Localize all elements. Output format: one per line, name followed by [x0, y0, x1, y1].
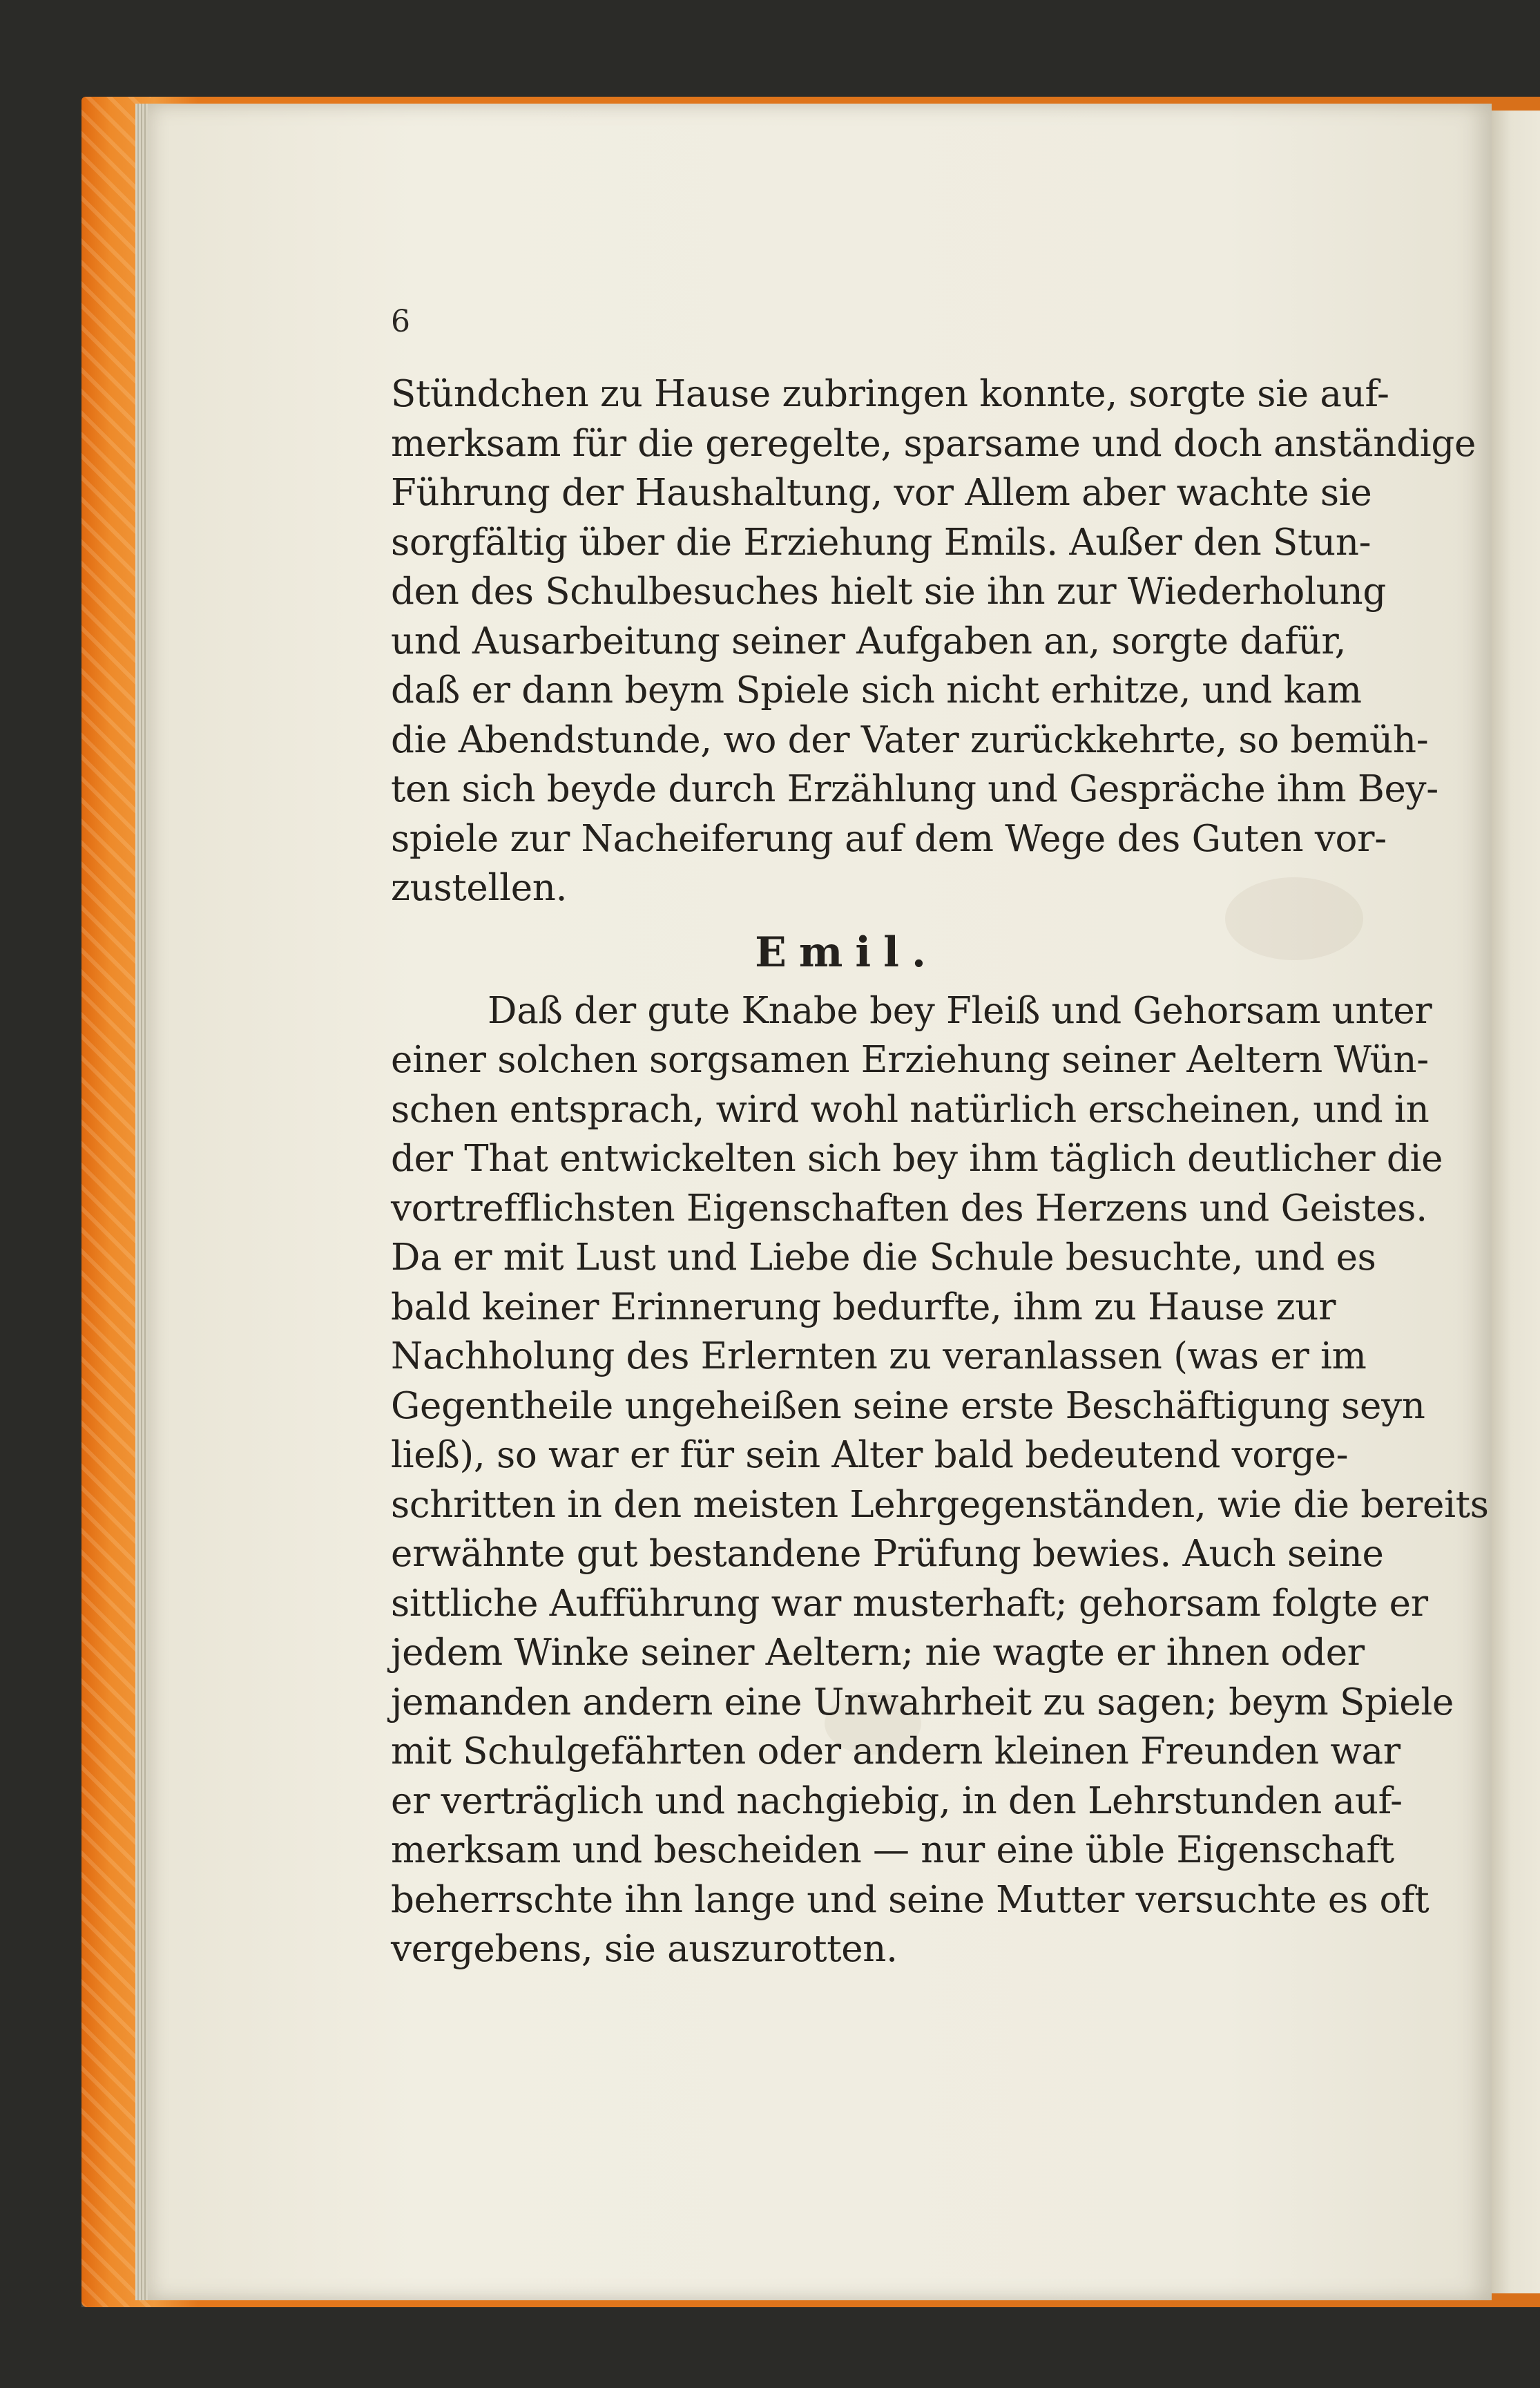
text-line: Nachholung des Erlernten zu veranlassen (was er im	[391, 1335, 1367, 1377]
text-line: ließ), so war er für sein Alter bald bedeutend vorge-	[391, 1434, 1349, 1476]
text-line: sittliche Aufführung war musterhaft; gehorsam folgte er	[391, 1582, 1428, 1625]
text-line: jedem Winke seiner Aeltern; nie wagte er ihnen oder	[391, 1632, 1365, 1674]
text-line: ten sich beyde durch Erzählung und Gespräche ihm Bey-	[391, 768, 1438, 810]
facing-page-edge	[1492, 111, 1540, 2293]
text-line: erwähnte gut bestandene Prüfung bewies. Auch seine	[391, 1533, 1384, 1575]
text-line: Führung der Haushaltung, vor Allem aber wachte sie	[391, 472, 1372, 514]
text-line: jemanden andern eine Unwahrheit zu sagen; beym Spiele	[391, 1681, 1454, 1723]
text-line: Gegentheile ungeheißen seine erste Beschäftigung seyn	[391, 1384, 1425, 1427]
text-line: Daß der gute Knabe bey Fleiß und Gehorsam unter	[488, 989, 1432, 1032]
text-line: merksam für die geregelte, sparsame und doch anständige	[391, 422, 1476, 465]
text-line: er verträglich und nachgiebig, in den Lehrstunden auf-	[391, 1779, 1403, 1822]
text-line: daß er dann beym Spiele sich nicht erhitze, und kam	[391, 669, 1362, 711]
text-line: mit Schulgefährten oder andern kleinen Freunden war	[391, 1730, 1401, 1773]
text-line: schritten in den meisten Lehrgegenständen, wie die bereits	[391, 1483, 1489, 1526]
text-line: Stündchen zu Hause zubringen konnte, sorgte sie auf-	[391, 373, 1389, 415]
text-line: der That entwickelten sich bey ihm täglich deutlicher die	[391, 1138, 1443, 1180]
text-line: merksam und bescheiden — nur eine üble Eigenschaft	[391, 1829, 1394, 1871]
text-line: die Abendstunde, wo der Vater zurückkehrte, so bemüh-	[391, 718, 1429, 761]
text-line: schen entsprach, wird wohl natürlich erscheinen, und in	[391, 1088, 1430, 1131]
text-line: und Ausarbeitung seiner Aufgaben an, sorgte dafür,	[391, 620, 1347, 662]
text-line: vergebens, sie auszurotten.	[391, 1928, 898, 1970]
page-edges	[135, 104, 149, 2300]
text-line: bald keiner Erinnerung bedurfte, ihm zu Hause zur	[391, 1286, 1336, 1328]
text-line: zustellen.	[391, 867, 568, 909]
text-line: sorgfältig über die Erziehung Emils. Außer den Stun-	[391, 521, 1371, 564]
section-heading: Emil.	[755, 928, 939, 977]
text-line: Da er mit Lust und Liebe die Schule besuchte, und es	[391, 1236, 1376, 1279]
text-line: spiele zur Nacheiferung auf dem Wege des Guten vor-	[391, 817, 1387, 860]
page-text	[391, 370, 1489, 1974]
text-line: vortrefflichsten Eigenschaften des Herzens und Geistes.	[391, 1187, 1427, 1230]
page-number: 6	[391, 304, 410, 339]
text-line: beherrschte ihn lange und seine Mutter versuchte es oft	[391, 1878, 1430, 1921]
text-line: einer solchen sorgsamen Erziehung seiner Aeltern Wün-	[391, 1039, 1429, 1081]
text-line: den des Schulbesuches hielt sie ihn zur Wiederholung	[391, 571, 1386, 613]
